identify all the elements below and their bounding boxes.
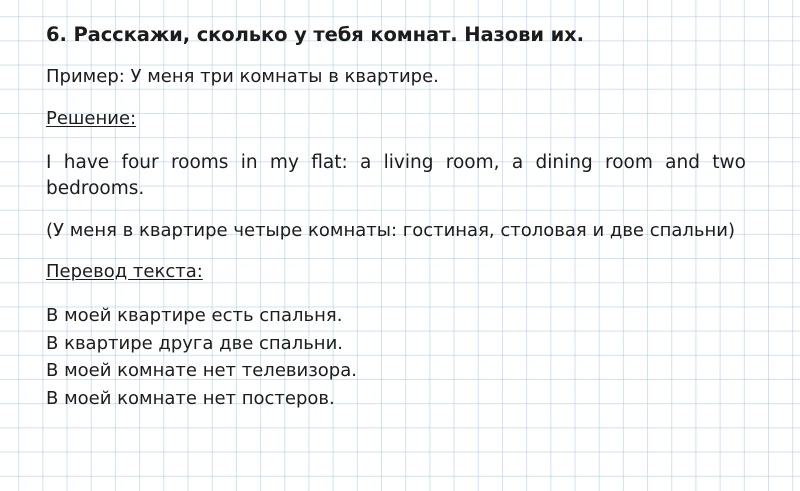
translation-line-4: В моей комнате нет постеров. [46, 387, 335, 409]
example-sentence: Пример: У меня три комнаты в квартире. [46, 66, 439, 88]
translation-line-2: В квартире друга две спальни. [46, 332, 343, 354]
translation-label [46, 260, 758, 284]
answer-russian: (У меня в квартире четыре комнаты: гостиная, столовая и две спальни) [46, 220, 736, 242]
page-title: 6. Расскажи, сколько у тебя комнат. Назови их. [46, 23, 584, 46]
exercise-content [46, 22, 758, 412]
solution-label-text: Решение: [46, 108, 137, 130]
translation-line-1: В моей квартире есть спальня. [46, 305, 343, 327]
solution-label [46, 107, 758, 131]
translation-lines [46, 302, 758, 412]
translation-label-text: Перевод текста: [46, 260, 203, 282]
translation-line-3: В моей комнате нет телевизора. [46, 360, 357, 382]
answer-english: I have four rooms in my flat: a living room, a dining room and two bedrooms. [46, 151, 746, 199]
